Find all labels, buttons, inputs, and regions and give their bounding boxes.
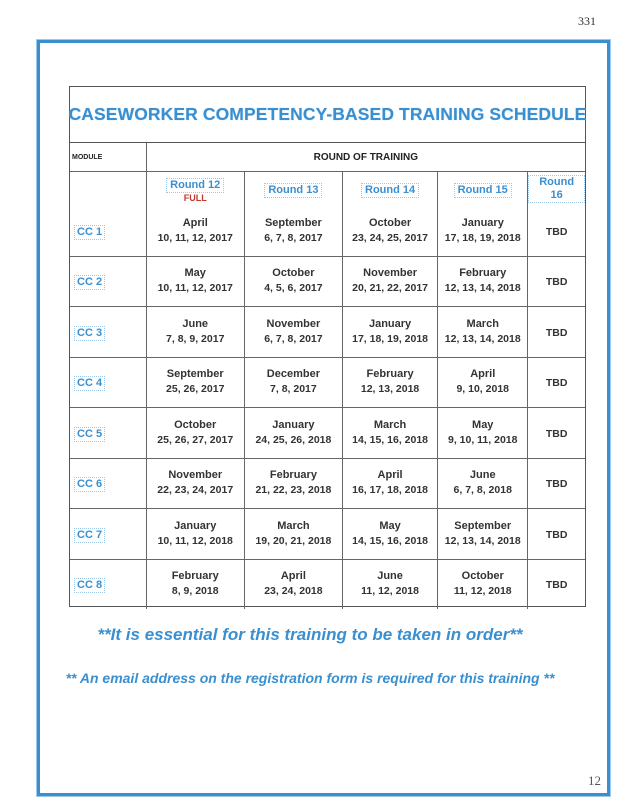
cell-days: 12, 13, 14, 2018 (444, 282, 521, 295)
cell-days: 14, 15, 16, 2018 (352, 534, 429, 547)
schedule-cell (244, 509, 342, 560)
schedule-cell (244, 206, 342, 256)
round-header (528, 172, 585, 207)
cell-month: February (459, 267, 507, 280)
cell-days: 6, 7, 8, 2017 (264, 231, 323, 244)
schedule-cell (528, 206, 585, 256)
cell-days: 17, 18, 19, 2018 (352, 332, 429, 345)
schedule-cell (244, 408, 342, 459)
cell-tbd: TBD (545, 276, 568, 289)
module-label: CC 5 (74, 427, 105, 442)
schedule-cell (438, 206, 528, 256)
cell-month: June (469, 469, 496, 482)
cell-month: September (454, 519, 512, 532)
schedule-cell (528, 509, 585, 560)
cell-days: 9, 10, 11, 2018 (447, 433, 518, 446)
cell-month: January (272, 418, 315, 431)
round-label: Round 14 (361, 183, 419, 198)
title-row (70, 87, 585, 143)
module-cell (70, 357, 146, 408)
round-label: Round 13 (264, 183, 322, 198)
schedule-cell (146, 509, 244, 560)
round-full-note: FULL (183, 193, 207, 203)
schedule-cell (528, 408, 585, 459)
module-cell (70, 206, 146, 256)
module-header-blank (70, 172, 146, 207)
schedule-cell (342, 307, 437, 358)
cell-tbd: TBD (545, 225, 568, 238)
schedule-cell (438, 408, 528, 459)
cell-month: January (368, 317, 412, 330)
cell-days: 10, 11, 12, 2017 (157, 282, 233, 295)
table-row (70, 206, 585, 256)
schedule-cell (438, 458, 528, 509)
cell-days: 25, 26, 2017 (166, 383, 225, 396)
schedule-cell (528, 307, 585, 358)
schedule-cell (244, 559, 342, 609)
cell-month: October (461, 570, 504, 583)
module-cell (70, 408, 146, 459)
module-label: CC 1 (74, 225, 105, 240)
round-label: Round 16 (528, 175, 585, 203)
cell-days: 22, 23, 24, 2017 (157, 484, 234, 497)
cell-month: May (379, 519, 401, 532)
cell-month: February (366, 368, 414, 381)
cell-tbd: TBD (545, 579, 568, 592)
schedule-cell (146, 559, 244, 609)
schedule-cell (528, 256, 585, 307)
cell-month: October (368, 216, 412, 229)
schedule-cell (438, 307, 528, 358)
footer-page-number: 12 (588, 773, 601, 788)
cell-days: 25, 26, 27, 2017 (157, 433, 234, 446)
round-header (342, 172, 437, 207)
cell-month: January (174, 519, 217, 532)
schedule-cell (146, 307, 244, 358)
cell-tbd: TBD (545, 326, 568, 339)
cell-tbd: TBD (545, 478, 568, 491)
module-label: CC 2 (74, 275, 105, 290)
cell-tbd: TBD (545, 377, 568, 390)
cell-month: October (174, 418, 217, 431)
module-cell (70, 509, 146, 560)
schedule-table-box (69, 86, 586, 607)
cell-days: 10, 11, 12, 2018 (157, 534, 233, 547)
schedule-cell (342, 509, 437, 560)
cell-days: 23, 24, 25, 2017 (352, 231, 429, 244)
table-row (70, 307, 585, 358)
schedule-cell (438, 559, 528, 609)
cell-month: October (272, 267, 315, 280)
module-cell (70, 458, 146, 509)
cell-tbd: TBD (545, 427, 568, 440)
cell-month: May (184, 267, 206, 280)
schedule-cell (244, 458, 342, 509)
cell-days: 20, 21, 22, 2017 (352, 282, 429, 295)
module-label: CC 7 (74, 528, 105, 543)
cell-days: 17, 18, 19, 2018 (444, 231, 521, 244)
schedule-cell (342, 559, 437, 609)
cell-days: 21, 22, 23, 2018 (255, 484, 332, 497)
schedule-cell (342, 357, 437, 408)
schedule-cell (528, 458, 585, 509)
cell-month: November (363, 267, 417, 280)
cell-month: December (266, 368, 320, 381)
schedule-table (70, 143, 585, 609)
cell-month: February (171, 570, 219, 583)
table-row (70, 509, 585, 560)
table-row (70, 408, 585, 459)
cell-month: March (373, 418, 407, 431)
module-label: CC 6 (74, 477, 105, 492)
cell-days: 10, 11, 12, 2017 (157, 231, 233, 244)
cell-days: 11, 12, 2018 (453, 585, 512, 598)
schedule-cell (528, 357, 585, 408)
schedule-cell (244, 357, 342, 408)
cell-days: 12, 13, 14, 2018 (444, 332, 521, 345)
cell-days: 7, 8, 9, 2017 (166, 332, 225, 345)
cell-month: April (470, 368, 496, 381)
schedule-cell (244, 307, 342, 358)
schedule-cell (146, 458, 244, 509)
schedule-cell (342, 256, 437, 307)
cell-days: 9, 10, 2018 (456, 383, 509, 396)
cell-month: April (182, 216, 208, 229)
cell-month: June (377, 570, 403, 583)
module-label: CC 8 (74, 578, 105, 593)
cell-days: 7, 8, 2017 (270, 383, 317, 396)
module-cell (70, 559, 146, 609)
round-header (244, 172, 342, 207)
schedule-cell (342, 408, 437, 459)
cell-days: 12, 13, 2018 (360, 383, 420, 396)
cell-days: 4, 5, 6, 2017 (264, 282, 323, 295)
module-cell (70, 307, 146, 358)
cell-month: June (182, 317, 209, 330)
cell-days: 12, 13, 14, 2018 (444, 534, 521, 547)
table-row (70, 357, 585, 408)
cell-days: 6, 7, 8, 2017 (264, 332, 323, 345)
cell-days: 14, 15, 16, 2018 (352, 433, 429, 446)
note-order: **It is essential for this training to be taken in order** (97, 625, 523, 644)
schedule-cell (438, 509, 528, 560)
cell-tbd: TBD (545, 528, 568, 541)
cell-month: March (277, 519, 310, 532)
module-label: CC 4 (74, 376, 105, 391)
cell-days: 8, 9, 2018 (171, 585, 219, 598)
schedule-cell (438, 256, 528, 307)
module-header: MODULE (70, 143, 146, 172)
table-row (70, 458, 585, 509)
cell-month: April (377, 469, 403, 482)
note-email: ** An email address on the registration form is required for this training ** (65, 670, 555, 686)
round-header (438, 172, 528, 207)
round-header (146, 172, 244, 207)
round-of-training-header: ROUND OF TRAINING (146, 143, 585, 172)
schedule-cell (146, 256, 244, 307)
schedule-cell (438, 357, 528, 408)
round-label: Round 15 (454, 183, 512, 198)
schedule-cell (146, 357, 244, 408)
schedule-cell (528, 559, 585, 609)
page-number: 331 (578, 14, 596, 28)
schedule-cell (244, 256, 342, 307)
schedule-cell (146, 408, 244, 459)
schedule-cell (342, 458, 437, 509)
cell-days: 11, 12, 2018 (361, 585, 419, 598)
cell-days: 19, 20, 21, 2018 (255, 534, 332, 547)
schedule-cell (146, 206, 244, 256)
cell-month: January (461, 216, 504, 229)
cell-days: 16, 17, 18, 2018 (352, 484, 429, 497)
cell-month: September (166, 368, 224, 381)
cell-days: 24, 25, 26, 2018 (255, 433, 332, 446)
round-label: Round 12 (166, 178, 224, 193)
module-cell (70, 256, 146, 307)
module-label: CC 3 (74, 326, 105, 341)
cell-days: 6, 7, 8, 2018 (453, 484, 512, 497)
cell-month: November (168, 469, 223, 482)
cell-month: February (269, 469, 317, 482)
schedule-cell (342, 206, 437, 256)
cell-month: May (472, 418, 494, 431)
cell-month: November (266, 317, 321, 330)
cell-month: April (280, 570, 306, 583)
cell-days: 23, 24, 2018 (264, 585, 323, 598)
cell-month: September (264, 216, 322, 229)
table-row (70, 256, 585, 307)
cell-month: March (466, 317, 499, 330)
table-row (70, 559, 585, 609)
page-title: CASEWORKER COMPETENCY-BASED TRAINING SCHEDULE (68, 104, 587, 124)
